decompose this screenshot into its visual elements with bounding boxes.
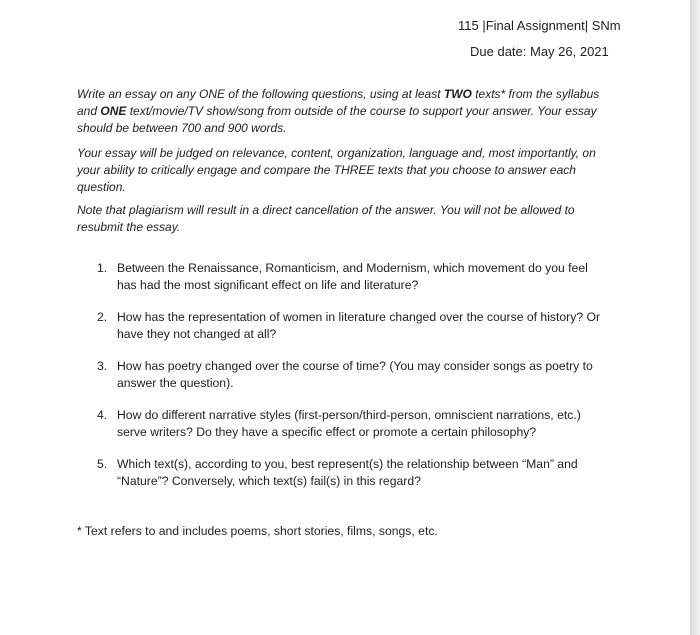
question-number: 4.	[97, 408, 108, 422]
question-text: How do different narrative styles (first-person/third-person, omniscient narrations, etc.) serve writers? Do they have a specific effect or promote a certain philosophy?	[117, 408, 581, 439]
question-text: How has the representation of women in literature changed over the course of history? Or have they not changed at all?	[117, 310, 601, 341]
instruction-paragraph-3: Note that plagiarism will result in a direct cancellation of the answer. You will not be allowed to resubmit the essay.	[77, 203, 575, 234]
question-number: 3.	[97, 359, 108, 373]
footnote: * Text refers to and includes poems, short stories, films, songs, etc.	[77, 524, 438, 538]
question-item	[97, 456, 607, 490]
question-item	[97, 358, 607, 392]
question-item	[97, 260, 607, 294]
instruction-text: Write an essay on any ONE of the following questions, using at least	[77, 87, 444, 101]
question-number: 5.	[97, 457, 108, 471]
question-text: Which text(s), according to you, best represent(s) the relationship between “Man” and “Nature”? Conversely, which text(s) fail(s) in this regard?	[117, 457, 578, 488]
question-item	[97, 309, 607, 343]
instruction-emphasis: TWO	[443, 87, 472, 101]
instruction-text: texts* from the syllabus and	[77, 87, 600, 118]
instruction-emphasis: ONE	[100, 104, 127, 118]
question-text: Between the Renaissance, Romanticism, and Modernism, which movement do you feel has had the most significant effect on life and literature?	[117, 261, 588, 292]
instruction-text: text/movie/TV show/song from outside of the course to support your answer. Your essay should be between 700 and 900 words.	[77, 104, 597, 135]
question-text: How has poetry changed over the course of time? (You may consider songs as poetry to answer the question).	[117, 359, 593, 390]
due-date: Due date: May 26, 2021	[470, 44, 609, 59]
instruction-paragraph-2: Your essay will be judged on relevance, content, organization, language and, most importantly, on your ability to critically engage and compare the THREE texts that you choose to answer each question.	[77, 146, 596, 194]
question-number: 2.	[97, 310, 108, 324]
question-number: 1.	[97, 261, 108, 275]
instruction-paragraph-1	[77, 86, 617, 137]
page-edge-shadow	[690, 0, 700, 635]
question-item	[97, 407, 607, 441]
course-title: 115 |Final Assignment| SNm	[458, 18, 621, 33]
